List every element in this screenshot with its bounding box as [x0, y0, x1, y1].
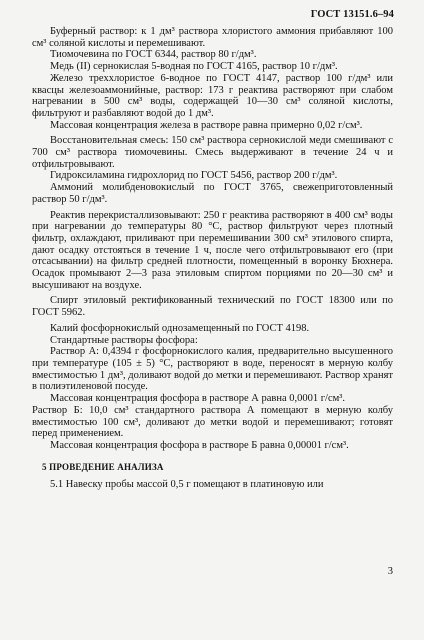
paragraph-solution-a: Раствор А: 0,4394 г фосфорнокислого калия, предварительно высушенного при температуре (105 ± 5) °С, растворяют в воде, переносят в мерную колбу вместимостью 1 дм³, доливают водой до метки и перемешивают. Раствор хранят в полиэтиленовой посуде. [32, 346, 393, 393]
paragraph-iron-chloride: Железо треххлористое 6-водное по ГОСТ 4147, раствор 100 г/дм³ или квасцы железоаммонийные, раствор: 173 г реактива растворяют при слабом нагревании в 500 см³ воды, содержащей 10—30 см³ соляной кислоты, фильтруют и разбавляют водой до 1 дм³. [32, 72, 393, 119]
standard-header: ГОСТ 13151.6–94 [310, 9, 394, 20]
paragraph-sample-weighing: 5.1 Навеску пробы массой 0,5 г помещают в платиновую или [50, 479, 324, 491]
section-heading: 5 ПРОВЕДЕНИЕ АНАЛИЗА [42, 461, 164, 472]
paragraph-solution-a-concentration: Массовая концентрация фосфора в растворе А равна 0,0001 г/см³. [50, 393, 346, 405]
paragraph-thiourea: Тиомочевина по ГОСТ 6344, раствор 80 г/дм³. [50, 49, 257, 61]
paragraph-ammonium-molybdate: Аммоний молибденовокислый по ГОСТ 3765, свежеприготовленный раствор 50 г/дм³. [32, 182, 393, 205]
paragraph-ethyl-alcohol: Спирт этиловый ректификованный технический по ГОСТ 18300 или по ГОСТ 5962. [32, 295, 393, 319]
paragraph-recrystallization: Реактив перекристаллизовывают: 250 г реактива растворяют в 400 см³ воды при нагревании до температуры 80 °С, раствор фильтруют через плотный фильтр, охлаждают, приливают при перемешивании 300 см³ этилового спирта, дают осадку отстояться в течение 1 ч, после чего отфильтровывают его (при отсасывании) на фильтр средней плотности, помещенный в воронку Бюхнера. Осадок промывают 2—3 раза этиловым спиртом порциями по 20—30 см³ и высушивают на воздухе. [32, 209, 393, 291]
page-number: 3 [387, 566, 393, 577]
paragraph-potassium-phosphate: Калий фосфорнокислый однозамещенный по ГОСТ 4198. [50, 322, 310, 334]
paragraph-buffer-solution: Буферный раствор: к 1 дм³ раствора хлористого аммония прибавляют 100 см³ соляной кислоты и перемешивают. [32, 26, 393, 49]
paragraph-hydroxylamine: Гидроксиламина гидрохлорид по ГОСТ 5456, раствор 200 г/дм³. [50, 170, 338, 182]
paragraph-solution-b: Раствор Б: 10,0 см³ стандартного раствора А помещают в мерную колбу вместимостью 100 см³, доливают до метки водой и перемешивают; готовят перед применением. [32, 404, 393, 440]
paragraph-standard-solutions: Стандартные растворы фосфора: [50, 334, 198, 346]
paragraph-solution-b-concentration: Массовая концентрация фосфора в растворе Б равна 0,00001 г/см³. [50, 439, 349, 451]
paragraph-copper-sulfate: Медь (II) сернокислая 5-водная по ГОСТ 4165, раствор 10 г/дм³. [50, 61, 338, 73]
paragraph-reducing-mixture: Восстановительная смесь: 150 см³ раствора сернокислой меди смешивают с 700 см³ раствора тиомочевины. Смесь выдерживают в течение 24 ч и отфильтровывают. [32, 135, 393, 170]
paragraph-iron-concentration: Массовая концентрация железа в растворе равна примерно 0,02 г/см³. [50, 119, 363, 131]
document-body [32, 26, 393, 491]
